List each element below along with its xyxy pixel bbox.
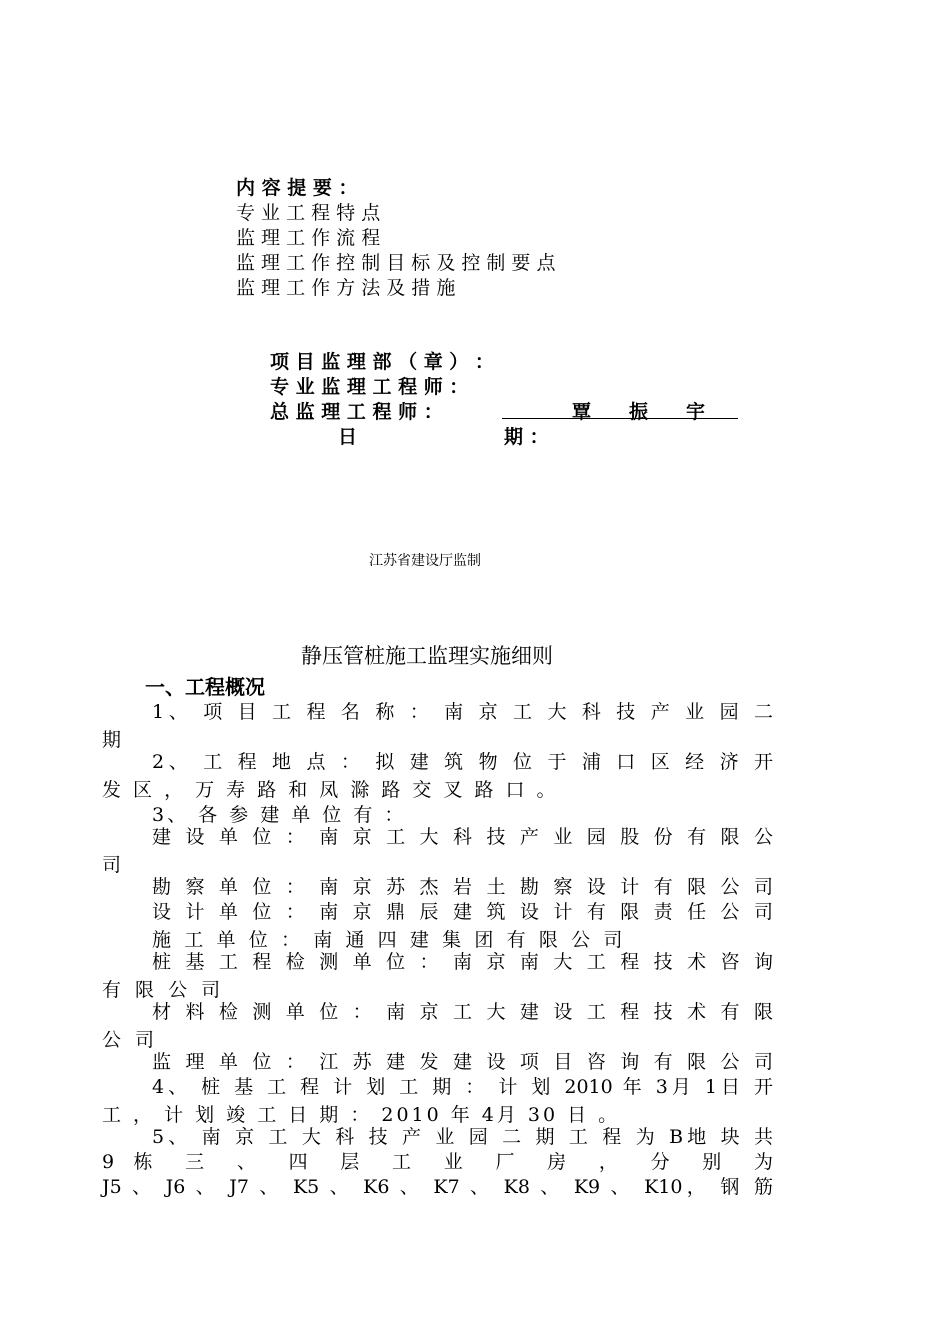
- summary-item-4: 监 理 工 作 方 法 及 措 施: [236, 277, 456, 299]
- item-5-line-3: J5 、 J6 、 J7 、 K5 、 K6 、 K7 、 K8 、 K9 、 K10， 钢 筋: [102, 1176, 773, 1198]
- item-2-line-1: 2、 工 程 地 点 ： 拟 建 筑 物 位 于 浦 口 区 经 济 开: [152, 751, 773, 773]
- chief-engineer-label: 总 监 理 工 程 师 ：: [270, 401, 443, 423]
- pile-test-unit-line-2: 有 限 公 司: [102, 979, 225, 1001]
- construction-unit-line-2: 司: [102, 854, 122, 876]
- issuer-text: 江苏省建设厅监制: [369, 553, 481, 569]
- item-5-line-1: 5、 南 京 工 大 科 技 产 业 园 二 期 工 程 为 B地 块 共: [152, 1126, 773, 1148]
- material-test-unit-line-1: 材 料 检 测 单 位 ： 南 京 工 大 建 设 工 程 技 术 有 限: [152, 1001, 773, 1023]
- section-heading-overview: 一、工程概况: [145, 675, 265, 699]
- date-label-left: 日: [338, 426, 358, 448]
- signature-underline: [502, 418, 738, 419]
- item-1-line-1: 1、 项 目 工 程 名 称 ： 南 京 工 大 科 技 产 业 园 二: [152, 701, 773, 723]
- document-title: 静压管桩施工监理实施细则: [301, 644, 553, 668]
- date-label-right: 期 ：: [504, 426, 549, 448]
- summary-item-1: 专 业 工 程 特 点: [236, 202, 381, 224]
- supervision-unit-line: 监 理 单 位 ： 江 苏 建 发 建 设 项 目 咨 询 有 限 公 司: [152, 1051, 773, 1073]
- design-unit-line: 设 计 单 位 ： 南 京 鼎 辰 建 筑 设 计 有 限 责 任 公 司: [152, 901, 773, 923]
- dept-seal-label: 项 目 监 理 部 （ 章 ） ：: [270, 351, 494, 373]
- item-4-line-1: 4、 桩 基 工 程 计 划 工 期 ： 计 划 2010 年 3月 1日 开: [152, 1076, 773, 1098]
- construction-unit-line-1: 建 设 单 位 ： 南 京 工 大 科 技 产 业 园 股 份 有 限 公: [152, 826, 773, 848]
- survey-unit-line: 勘 察 单 位 ： 南 京 苏 杰 岩 土 勘 察 设 计 有 限 公 司: [152, 876, 773, 898]
- summary-item-3: 监 理 工 作 控 制 目 标 及 控 制 要 点: [236, 252, 556, 274]
- material-test-unit-line-2: 公 司: [102, 1029, 159, 1051]
- item-3-line-1: 3、 各 参 建 单 位 有 ：: [152, 804, 407, 826]
- chief-engineer-name: 覃 振 宇: [572, 401, 706, 423]
- item-1-line-2: 期: [102, 729, 122, 751]
- item-4-line-2: 工 ， 计 划 竣 工 日 期 ： 2010 年 4月 30 日 。: [102, 1104, 621, 1126]
- summary-item-2: 监 理 工 作 流 程: [236, 227, 381, 249]
- pile-test-unit-line-1: 桩 基 工 程 检 测 单 位 ： 南 京 南 大 工 程 技 术 咨 询: [152, 951, 773, 973]
- item-2-line-2: 发 区 ， 万 寿 路 和 凤 滁 路 交 叉 路 口 。: [102, 779, 559, 801]
- engineer-label: 专 业 监 理 工 程 师 ：: [270, 376, 469, 398]
- builder-unit-line: 施 工 单 位 ： 南 通 四 建 集 团 有 限 公 司: [152, 929, 626, 951]
- summary-heading: 内 容 提 要 ：: [236, 177, 358, 199]
- item-5-line-2: 9 栋 三 、 四 层 工 业 厂 房 ， 分 别 为: [102, 1151, 773, 1173]
